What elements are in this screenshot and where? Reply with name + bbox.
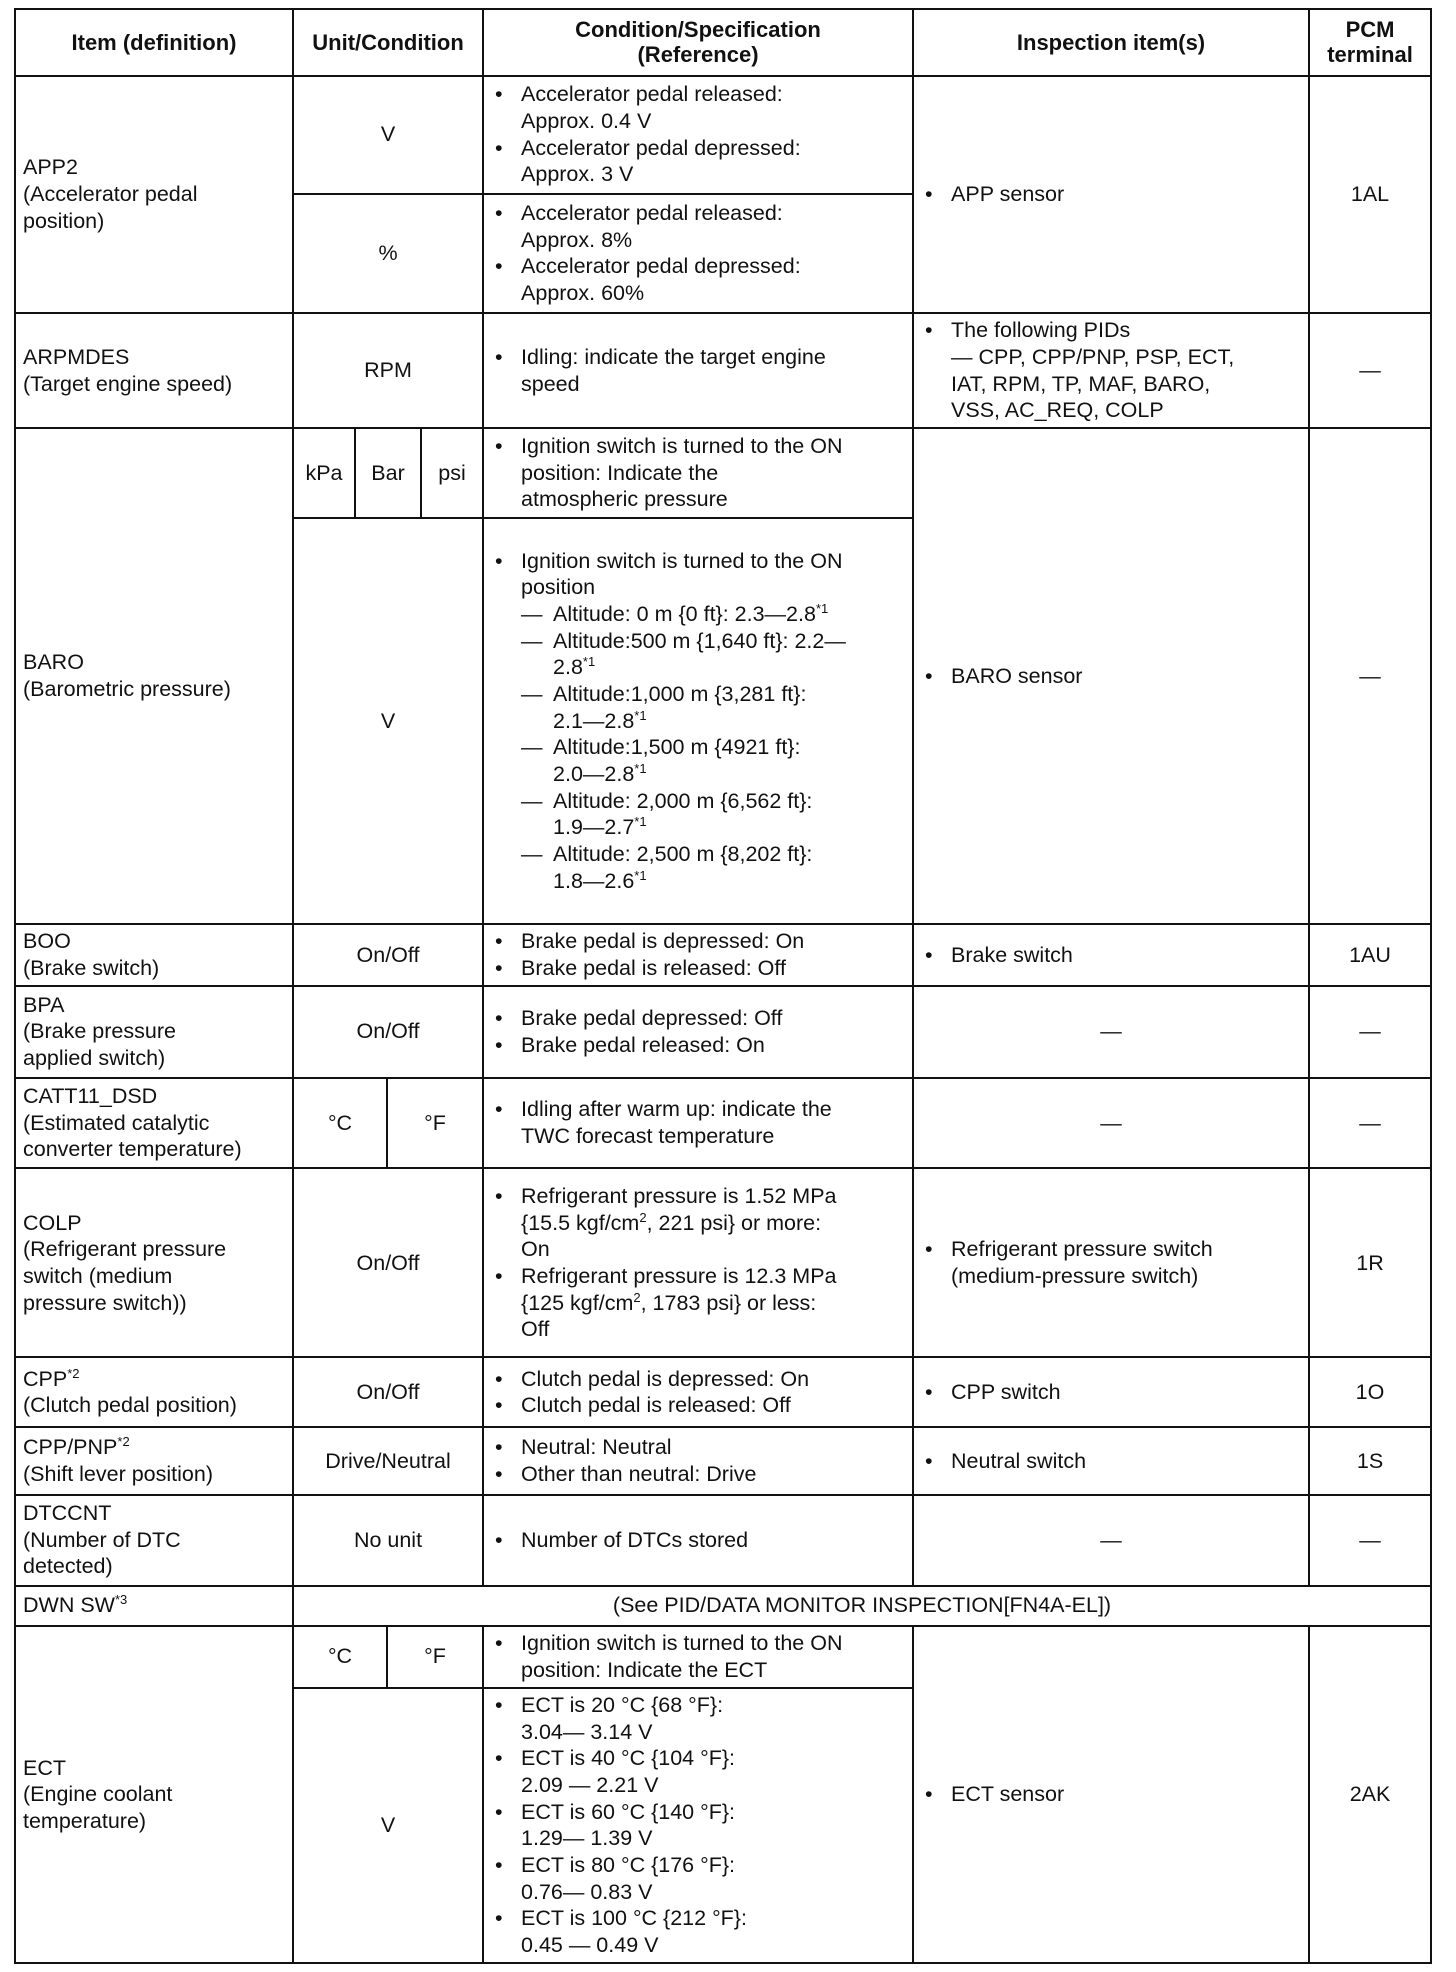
altitude-list — [491, 601, 905, 894]
altitude-text: Altitude: 2,000 m {6,562 ft}: 1.9—2.7 — [553, 788, 813, 840]
spec-text: Refrigerant pressure is 12.3 MPa {125 kgf/cm — [521, 1263, 837, 1315]
dash-mark: — — [521, 842, 543, 866]
dash-mark: — — [521, 602, 543, 627]
pid-table-container — [14, 8, 1430, 1964]
inspection-pid-list: — CPP, CPP/PNP, PSP, ECT, IAT, RPM, TP, MAF, BARO, VSS, AC_REQ, COLP — [951, 344, 1235, 423]
spec-bullet: • Ignition switch is turned to the ON position: Indicate the ECT — [491, 1630, 905, 1683]
spec-bullet — [491, 1263, 905, 1343]
pcm-cell: — — [1309, 313, 1431, 428]
item-definition: (Accelerator pedal position) — [23, 182, 198, 233]
pcm-cell: 2AK — [1309, 1626, 1431, 1963]
pcm-cell: — — [1309, 428, 1431, 924]
pcm-cell: 1AU — [1309, 924, 1431, 986]
item-definition: (Engine coolant temperature) — [23, 1782, 173, 1833]
unit-cell-fahrenheit: °F — [387, 1626, 483, 1688]
altitude-text: Altitude:1,500 m {4921 ft}: 2.0—2.8 — [553, 735, 801, 787]
unit-cell: % — [293, 194, 483, 313]
inspection-bullet: • APP sensor — [921, 181, 1301, 208]
spec-text: , 221 psi} or more: On — [521, 1210, 822, 1262]
spec-cell — [483, 1688, 913, 1963]
dash-mark: — — [521, 735, 543, 760]
unit-cell: V — [293, 518, 483, 924]
unit-cell: On/Off — [293, 1168, 483, 1357]
dash-mark: — — [521, 682, 543, 707]
table-row-bpa — [15, 986, 1431, 1078]
item-cell — [15, 1626, 293, 1963]
inspection-cell — [913, 1626, 1309, 1963]
item-name-text: CPP — [23, 1366, 68, 1391]
inspection-cell — [913, 1427, 1309, 1495]
item-definition: (Clutch pedal position) — [23, 1393, 237, 1418]
spec-bullet: • Other than neutral: Drive — [491, 1461, 905, 1488]
altitude-text: Altitude:500 m {1,640 ft}: 2.2— 2.8 — [553, 628, 846, 680]
table-row-colp — [15, 1168, 1431, 1357]
item-name: COLP — [23, 1210, 82, 1235]
table-row-arpmdes — [15, 313, 1431, 428]
item-definition: (Estimated catalytic converter temperature) — [23, 1110, 242, 1162]
item-cell — [15, 428, 293, 924]
pcm-cell: 1S — [1309, 1427, 1431, 1495]
spec-cell — [483, 1168, 913, 1357]
spec-cell — [483, 1357, 913, 1427]
item-cell — [15, 1427, 293, 1495]
spec-bullet: • Brake pedal released: On — [491, 1032, 905, 1059]
item-cell — [15, 1495, 293, 1586]
table-row-ect — [15, 1626, 1431, 1688]
altitude-text: Altitude: 2,500 m {8,202 ft}: 1.8—2.6 — [553, 842, 813, 893]
table-row-dwn-sw — [15, 1586, 1431, 1626]
inspection-cell: — — [913, 986, 1309, 1078]
spec-bullet: • Clutch pedal is released: Off — [491, 1392, 905, 1419]
altitude-item — [521, 628, 905, 681]
inspection-cell: — — [913, 1078, 1309, 1169]
spec-text: , 1783 psi} or less: Off — [521, 1290, 817, 1342]
spec-bullet: • Ignition switch is turned to the ON position: Indicate the atmospheric pressure — [491, 433, 905, 513]
unit-cell: No unit — [293, 1495, 483, 1586]
table-row-cpp — [15, 1357, 1431, 1427]
item-name: DTCCNT — [23, 1501, 112, 1526]
footnote-mark: *2 — [67, 1365, 80, 1381]
footnote-mark: *1 — [634, 814, 647, 830]
inspection-bullet: • CPP switch — [921, 1379, 1301, 1406]
pcm-cell: — — [1309, 1495, 1431, 1586]
item-cell — [15, 1078, 293, 1169]
inspection-bullet: • ECT sensor — [921, 1781, 1301, 1808]
unit-cell: V — [293, 76, 483, 194]
item-definition: (Brake switch) — [23, 955, 160, 980]
item-cell — [15, 986, 293, 1078]
spec-cell — [483, 1495, 913, 1586]
spec-bullet: • Neutral: Neutral — [491, 1434, 905, 1461]
spec-cell — [483, 986, 913, 1078]
spec-cell — [483, 194, 913, 313]
item-name: BOO — [23, 929, 71, 954]
spec-bullet: • ECT is 100 °C {212 °F}: 0.45 — 0.49 V — [491, 1905, 905, 1958]
spec-cell — [483, 1078, 913, 1169]
unit-cell-celsius: °C — [293, 1626, 387, 1688]
spec-cell — [483, 1626, 913, 1688]
item-definition: (Brake pressure applied switch) — [23, 1019, 176, 1070]
unit-cell: On/Off — [293, 986, 483, 1078]
item-name: ARPMDES — [23, 344, 130, 369]
spec-cell — [483, 924, 913, 986]
unit-cell-kpa: kPa — [293, 428, 355, 518]
header-item: Item (definition) — [15, 9, 293, 76]
pcm-cell: 1R — [1309, 1168, 1431, 1357]
item-cell — [15, 1168, 293, 1357]
inspection-cell — [913, 313, 1309, 428]
table-row-app2 — [15, 76, 1431, 194]
header-inspection: Inspection item(s) — [913, 9, 1309, 76]
inspection-bullet: • The following PIDs — [921, 317, 1301, 344]
spec-bullet: • Brake pedal is released: Off — [491, 955, 905, 982]
table-row-cpp-pnp — [15, 1427, 1431, 1495]
unit-cell: On/Off — [293, 924, 483, 986]
item-name — [23, 1366, 285, 1393]
spec-bullet: • Accelerator pedal released: Approx. 8% — [491, 200, 905, 253]
spec-bullet: • Accelerator pedal depressed: Approx. 3 V — [491, 135, 905, 188]
inspection-cell — [913, 428, 1309, 924]
altitude-item — [521, 601, 905, 628]
item-cell — [15, 1357, 293, 1427]
dash-mark: — — [521, 788, 543, 813]
altitude-item — [521, 841, 905, 894]
altitude-text: Altitude:1,000 m {3,281 ft}: 2.1—2.8 — [553, 682, 807, 733]
pcm-cell: — — [1309, 1078, 1431, 1169]
unit-cell-bar: Bar — [355, 428, 421, 518]
footnote-mark: *1 — [815, 600, 829, 616]
spec-bullet: • Number of DTCs stored — [491, 1527, 905, 1554]
spec-bullet: • Idling: indicate the target engine speed — [491, 344, 905, 397]
item-name: CATT11_DSD — [23, 1084, 158, 1109]
header-pcm: PCM terminal — [1309, 9, 1431, 76]
item-name-text: CPP/PNP — [23, 1435, 118, 1460]
footnote-mark: *3 — [114, 1592, 128, 1608]
unit-cell-psi: psi — [421, 428, 483, 518]
header-row — [15, 9, 1431, 76]
unit-cell-fahrenheit: °F — [387, 1078, 483, 1169]
spec-bullet: • ECT is 20 °C {68 °F}: 3.04— 3.14 V — [491, 1692, 905, 1745]
inspection-cell — [913, 1357, 1309, 1427]
inspection-bullet: • Brake switch — [921, 942, 1301, 969]
unit-cell-celsius: °C — [293, 1078, 387, 1169]
spec-bullet: • Clutch pedal is depressed: On — [491, 1366, 905, 1393]
item-definition: (Shift lever position) — [23, 1461, 213, 1486]
footnote-mark: *1 — [634, 760, 647, 776]
footnote-mark: *2 — [117, 1434, 130, 1450]
spec-bullet: • Brake pedal is depressed: On — [491, 928, 905, 955]
item-cell — [15, 76, 293, 313]
spec-bullet: • ECT is 80 °C {176 °F}: 0.76— 0.83 V — [491, 1852, 905, 1905]
item-cell — [15, 924, 293, 986]
inspection-cell — [913, 76, 1309, 313]
item-name: BPA — [23, 992, 65, 1017]
spec-text: Refrigerant pressure is 1.52 MPa {15.5 kgf/cm — [521, 1183, 837, 1235]
unit-cell: On/Off — [293, 1357, 483, 1427]
inspection-bullet: • BARO sensor — [921, 663, 1301, 690]
pcm-cell: 1O — [1309, 1357, 1431, 1427]
spec-cell — [483, 313, 913, 428]
unit-cell: RPM — [293, 313, 483, 428]
spec-bullet: • Brake pedal depressed: Off — [491, 1005, 905, 1032]
spec-bullet: • ECT is 40 °C {104 °F}: 2.09 — 2.21 V — [491, 1745, 905, 1798]
footnote-mark: *1 — [582, 654, 596, 670]
inspection-bullet: • Refrigerant pressure switch (medium-pressure switch) — [921, 1236, 1301, 1289]
unit-cell: Drive/Neutral — [293, 1427, 483, 1495]
spec-cell — [483, 518, 913, 924]
pcm-cell: 1AL — [1309, 76, 1431, 313]
item-definition: (Barometric pressure) — [23, 677, 231, 702]
footnote-mark: *1 — [634, 867, 647, 883]
spec-bullet: • ECT is 60 °C {140 °F}: 1.29— 1.39 V — [491, 1799, 905, 1852]
table-row-baro — [15, 428, 1431, 518]
item-definition: (Number of DTC detected) — [23, 1527, 181, 1579]
item-name: APP2 — [23, 155, 78, 180]
dash-mark: — — [521, 628, 543, 653]
table-row-boo — [15, 924, 1431, 986]
altitude-item — [521, 788, 905, 841]
altitude-item — [521, 681, 905, 734]
spec-cell — [483, 428, 913, 518]
spec-bullet: • Idling after warm up: indicate the TWC forecast temperature — [491, 1096, 905, 1149]
item-definition: (Refrigerant pressure switch (medium pressure switch)) — [23, 1237, 227, 1315]
pcm-cell: — — [1309, 986, 1431, 1078]
item-name: ECT — [23, 1755, 66, 1780]
item-name: BARO — [23, 650, 84, 675]
item-definition: (Target engine speed) — [23, 371, 233, 396]
table-row-catt11-dsd — [15, 1078, 1431, 1169]
item-name — [23, 1434, 285, 1461]
altitude-item — [521, 734, 905, 787]
footnote-mark: *1 — [634, 707, 647, 723]
inspection-bullet: • Neutral switch — [921, 1448, 1301, 1475]
spec-cell — [483, 76, 913, 194]
spec-bullet: • Accelerator pedal released: Approx. 0.4 V — [491, 81, 905, 134]
item-name: DWN SW — [23, 1593, 115, 1618]
pid-monitor-table — [14, 8, 1432, 1964]
spec-bullet: • Accelerator pedal depressed: Approx. 60% — [491, 253, 905, 306]
unit-cell: V — [293, 1688, 483, 1963]
inspection-cell: — — [913, 1495, 1309, 1586]
spec-bullet — [491, 1183, 905, 1263]
altitude-text: Altitude: 0 m {0 ft}: 2.3—2.8 — [553, 602, 816, 627]
superscript: 2 — [639, 1209, 647, 1225]
spec-cell — [483, 1427, 913, 1495]
item-cell — [15, 313, 293, 428]
reference-cell: (See PID/DATA MONITOR INSPECTION[FN4A-EL]) — [293, 1586, 1431, 1626]
inspection-cell — [913, 924, 1309, 986]
spec-bullet: • Ignition switch is turned to the ON position — [491, 548, 905, 601]
table-row-dtccnt — [15, 1495, 1431, 1586]
item-cell — [15, 1586, 293, 1626]
header-unit: Unit/Condition — [293, 9, 483, 76]
superscript: 2 — [633, 1289, 641, 1305]
inspection-cell — [913, 1168, 1309, 1357]
header-spec: Condition/Specification (Reference) — [483, 9, 913, 76]
